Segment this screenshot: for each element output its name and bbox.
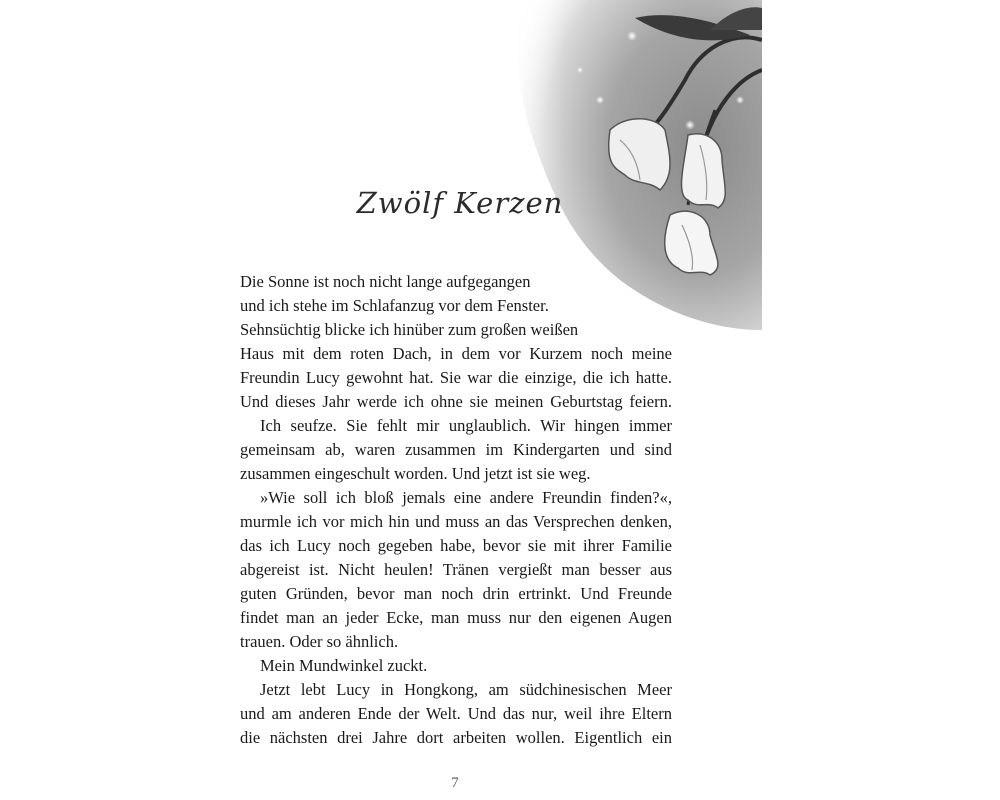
text-line: und ich stehe im Schlafanzug vor dem Fenster. <box>240 296 549 315</box>
text-line: abgereist ist. Nicht heulen! Tränen vergießt man besser aus <box>240 560 672 579</box>
page-number: 7 <box>451 775 459 791</box>
text-line: Jetzt lebt Lucy in Hongkong, am südchinesischen Meer <box>260 680 672 699</box>
text-line: zusammen eingeschult worden. Und jetzt ist sie weg. <box>240 464 591 483</box>
text-line: guten Gründen, bevor man noch drin ertrinkt. Und Freunde <box>240 584 672 603</box>
text-line: das ich Lucy noch gegeben habe, bevor sie mit ihrer Familie <box>240 536 672 555</box>
text-line: murmle ich vor mich hin und muss an das Versprechen denken, <box>240 512 672 531</box>
text-line: findet man an jeder Ecke, man muss nur den eigenen Augen <box>240 608 672 627</box>
text-line: Freundin Lucy gewohnt hat. Sie war die einzige, die ich hatte. <box>240 368 672 387</box>
text-line: Ich seufze. Sie fehlt mir unglaublich. Wir hingen immer <box>260 416 672 435</box>
text-line: und am anderen Ende der Welt. Und das nur, weil ihre Eltern <box>240 704 672 723</box>
text-line: Und dieses Jahr werde ich ohne sie meinen Geburtstag feiern. <box>240 392 672 411</box>
text-line: trauen. Oder so ähnlich. <box>240 632 399 651</box>
chapter-title: Zwölf Kerzen <box>356 186 564 220</box>
text-line: Mein Mundwinkel zuckt. <box>260 656 428 675</box>
text-line: Die Sonne ist noch nicht lange aufgegangen <box>240 272 531 291</box>
text-line: »Wie soll ich bloß jemals eine andere Freundin finden?«, <box>260 488 672 507</box>
text-line: Sehnsüchtig blicke ich hinüber zum großen weißen <box>240 320 579 339</box>
text-line: gemeinsam ab, waren zusammen im Kindergarten und sind <box>240 440 672 459</box>
text-line: die nächsten drei Jahre dort arbeiten wollen. Eigentlich ein <box>240 728 672 747</box>
text-line: Haus mit dem roten Dach, in dem vor Kurzem noch meine <box>240 344 672 363</box>
